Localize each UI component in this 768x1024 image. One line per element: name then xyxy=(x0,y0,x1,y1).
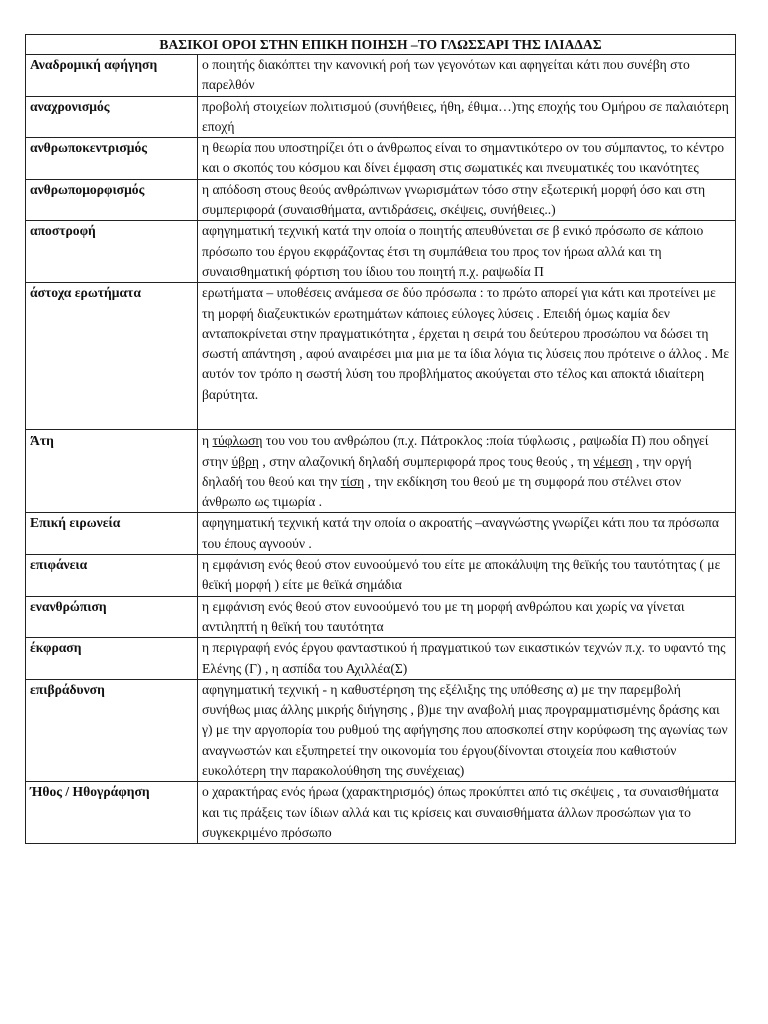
table-row xyxy=(26,221,736,283)
glossary-title: ΒΑΣΙΚΟΙ ΟΡΟΙ ΣΤΗΝ ΕΠΙΚΗ ΠΟΙΗΣΗ –ΤΟ ΓΛΩΣΣΑΡΙ ΤΗΣ ΙΛΙΑΔΑΣ xyxy=(26,35,736,55)
table-row xyxy=(26,638,736,680)
term-cell: έκφραση xyxy=(26,638,198,680)
term-cell: ενανθρώπιση xyxy=(26,596,198,638)
term-cell: Αναδρομική αφήγηση xyxy=(26,55,198,97)
table-row xyxy=(26,96,736,138)
term-cell: Ήθος / Ηθογράφηση xyxy=(26,782,198,844)
definition-cell: η θεωρία που υποστηρίζει ότι ο άνθρωπος είναι το σημαντικότερο ον του σύμπαντος, το κέντρο και ο σκοπός του κόσμου και δίνει έμφαση στις σωματικές και πνευματικές του ικανότητες xyxy=(198,138,736,180)
table-row xyxy=(26,513,736,555)
term-cell: ανθρωποκεντρισμός xyxy=(26,138,198,180)
term-cell: ανθρωπομορφισμός xyxy=(26,179,198,221)
term-cell: αναχρονισμός xyxy=(26,96,198,138)
definition-cell: προβολή στοιχείων πολιτισμού (συνήθειες, ήθη, έθιμα…)της εποχής του Ομήρου σε παλαιότερη εποχή xyxy=(198,96,736,138)
definition-cell: ερωτήματα – υποθέσεις ανάμεσα σε δύο πρόσωπα : το πρώτο απορεί για κάτι και προτείνει με τη μορφή διαζευκτικών ερωτημάτων κάποιες εύλογες λύσεις . Επειδή όμως καμία δεν ανταποκρίνεται στην πραγματικότητα , έρχεται η σειρά του δεύτερου προσώπου να δώσει τη σωστή απάντηση , αφού αναιρέσει μια μια με τα ίδια λόγια τις λύσεις που πρότεινε ο άλλος . Με αυτόν τον τρόπο η σωστή λύση του προβλήματος ακούγεται στο τέλος και αποκτά ιδιαίτερη βαρύτητα. xyxy=(198,283,736,430)
definition-text: , την εκδίκηση του θεού με τη συμφορά που στέλνει στον άνθρωπο ως τιμωρία . xyxy=(202,473,682,510)
definition-cell: η εμφάνιση ενός θεού στον ευνοούμενό του είτε με αποκάλυψη της θεϊκής του ταυτότητας ( με θεϊκή μορφή ) είτε με θεϊκά σημάδια xyxy=(198,555,736,597)
table-row xyxy=(26,782,736,844)
definition-cell: αφηγηματική τεχνική κατά την οποία ο ποιητής απευθύνεται σε β ενικό πρόσωπο σε κάποιο πρόσωπο του έργου εκφράζοντας έτσι τη συμπάθεια του προς τον ήρωα αλλά και τη συναισθηματική φόρτιση του ίδιου του ποιητή π.χ. ραψωδία Π xyxy=(198,221,736,283)
title-row xyxy=(26,35,736,55)
definition-text: , την οργή δηλαδή του θεού και την xyxy=(202,453,692,489)
underlined-term: τύφλωση xyxy=(212,433,263,449)
definition-text: του νου του ανθρώπου (π.χ. Πάτροκλος :ποία τύφλωσις , ραψωδία Π) που οδηγεί στην xyxy=(202,433,709,469)
glossary-table xyxy=(25,34,736,844)
term-cell: άστοχα ερωτήματα xyxy=(26,283,198,430)
definition-text: η xyxy=(202,433,213,449)
definition-cell: ο χαρακτήρας ενός ήρωα (χαρακτηρισμός) όπως προκύπτει από τις σκέψεις , τα συναισθήματα και τις πράξεις των ίδιων αλλά και τις κρίσεις και συναισθήματα άλλων προσώπων για το συγκεκριμένο πρόσωπο xyxy=(198,782,736,844)
underlined-term: ύβρη xyxy=(231,453,259,469)
table-row xyxy=(26,55,736,97)
table-row xyxy=(26,430,736,513)
table-row xyxy=(26,679,736,781)
definition-text: , στην αλαζονική δηλαδή συμπεριφορά προς τους θεούς , τη xyxy=(259,453,594,469)
term-cell: Επική ειρωνεία xyxy=(26,513,198,555)
underlined-term: τίση xyxy=(340,473,365,489)
term-cell: επιβράδυνση xyxy=(26,679,198,781)
definition-cell: αφηγηματική τεχνική κατά την οποία ο ακροατής –αναγνώστης γνωρίζει κάτι που τα πρόσωπα του έπους αγνοούν . xyxy=(198,513,736,555)
term-cell: επιφάνεια xyxy=(26,555,198,597)
term-cell: Άτη xyxy=(26,430,198,513)
definition-cell: η εμφάνιση ενός θεού στον ευνοούμενό του με τη μορφή ανθρώπου και χωρίς να γίνεται αντιληπτή η θεϊκή του ταυτότητα xyxy=(198,596,736,638)
definition-cell xyxy=(198,430,736,513)
table-row xyxy=(26,596,736,638)
definition-cell: η περιγραφή ενός έργου φανταστικού ή πραγματικού των εικαστικών τεχνών π.χ. το υφαντό της Ελένης (Γ) , η ασπίδα του Αχιλλέα(Σ) xyxy=(198,638,736,680)
table-row xyxy=(26,179,736,221)
glossary-page xyxy=(25,34,735,844)
term-cell: αποστροφή xyxy=(26,221,198,283)
underlined-term: νέμεση xyxy=(593,453,633,469)
definition-cell: ο ποιητής διακόπτει την κανονική ροή των γεγονότων και αφηγείται κάτι που συνέβη στο παρελθόν xyxy=(198,55,736,97)
definition-cell: η απόδοση στους θεούς ανθρώπινων γνωρισμάτων τόσο στην εξωτερική μορφή όσο και στη συμπεριφορά (συναισθήματα, αντιδράσεις, σκέψεις, συνήθειες..) xyxy=(198,179,736,221)
table-row xyxy=(26,138,736,180)
table-row xyxy=(26,283,736,430)
table-row xyxy=(26,555,736,597)
definition-cell: αφηγηματική τεχνική - η καθυστέρηση της εξέλιξης της υπόθεσης α) με την παρεμβολή συνήθως μιας άλλης μικρής διήγησης , β)με την αναβολή μιας προγραμματισμένης δράσης και γ) με την αργοπορία του ρυθμού της αφήγησης που αποσκοπεί στην κορύφωση της αγωνίας των αναγνωστών και εξυπηρετεί την οικονομία του έργου(δίνονται στοιχεία που καθιστούν ευκολότερη την παρακολούθηση της συνέχειας) xyxy=(198,679,736,781)
